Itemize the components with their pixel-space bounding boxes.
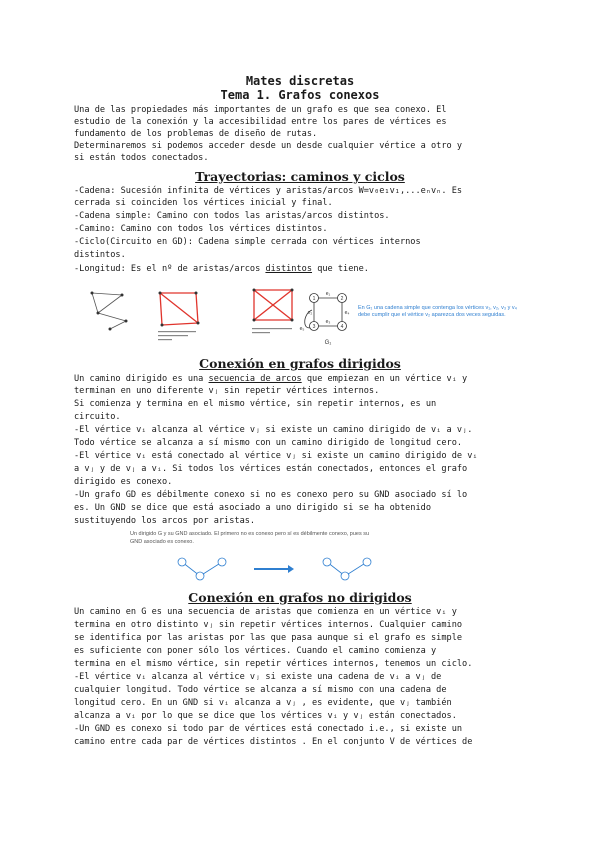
heading-no-dirigidos: Conexión en grafos no dirigidos — [188, 590, 412, 605]
document-title: Mates discretas — [245, 74, 355, 88]
dirigidos-line: terminan en uno diferente vⱼ sin repetir vértices internos. — [74, 386, 380, 396]
heading-trayectorias: Trayectorias: caminos y ciclos — [195, 169, 405, 184]
dirigidos-line — [74, 373, 534, 385]
trayectorias-line: -Cadena: Sucesión infinita de vértices y aristas/arcos W=v₀e₁v₁,...eₙvₙ. Es — [74, 186, 463, 196]
figure-caption: GND asociado es conexo. — [130, 539, 194, 545]
heading-dirigidos: Conexión en grafos dirigidos — [199, 356, 401, 371]
node-label: 3 — [312, 324, 316, 330]
dirigidos-line: es. Un GND se dice que está asociado a uno dirigido si se ha obtenido — [74, 503, 431, 513]
figure-caption: En G₁ una cadena simple que contenga los vértices v₁, v₂, v₃ y v₄ debe cumplir que el vértice v₂ aparezca dos veces seguidas. — [358, 305, 517, 318]
directed-graph-figure — [170, 552, 236, 586]
document-subtitle: Tema 1. Grafos conexos — [220, 88, 380, 102]
trayectorias-line: -Camino: Camino con todos los vértices distintos. — [74, 224, 328, 234]
trayectorias-line: -Cadena simple: Camino con todos las aristas/arcos distintos. — [74, 211, 390, 221]
dirigidos-line: -Un grafo GD es débilmente conexo si no es conexo pero su GND asociado sí lo — [74, 490, 468, 500]
node-label: 1 — [312, 296, 316, 302]
edge-label: e₅ — [299, 326, 305, 332]
dirigidos-text-end: que empiezan en un vértice vᵢ y — [301, 374, 468, 384]
node-label: 2 — [340, 296, 344, 302]
node-label: 4 — [340, 324, 344, 330]
no-dirigidos-line: cualquier longitud. Todo vértice se alcanza a sí mismo con una cadena de — [74, 685, 447, 695]
no-dirigidos-line: camino entre cada par de vértices distintos . En el conjunto V de vértices de — [74, 737, 473, 747]
figure-caption: Un dirigido G y su GND asociado. El primero no es conexo pero sí es débilmente conexo, pues su — [130, 531, 370, 537]
dirigidos-line: a vⱼ y de vⱼ a vᵢ. Si todos los vértices están conectados, entonces el grafo — [74, 464, 468, 474]
dirigidos-line: -El vértice vᵢ alcanza al vértice vⱼ si existe un camino dirigido de vᵢ a vⱼ. — [74, 425, 473, 435]
dirigidos-underlined: secuencia de arcos — [208, 374, 302, 384]
no-dirigidos-line: -El vértice vᵢ alcanza al vértice vⱼ si existe una cadena de vᵢ a vⱼ de — [74, 672, 442, 682]
trayectorias-line: -Ciclo(Circuito en GD): Cadena simple cerrada con vértices internos — [74, 237, 421, 247]
edge-label: e₃ — [325, 319, 331, 325]
no-dirigidos-line: es suficiente con poner sólo los vértices. Cuando el camino comienza y — [74, 646, 437, 656]
dirigidos-line: sustituyendo los arcos por aristas. — [74, 516, 256, 526]
edge-label: e₁ — [325, 291, 331, 297]
intro-line: si están todos conectados. — [74, 153, 209, 163]
intro-line: Determinaremos si podemos acceder desde un desde cualquier vértice a otro y — [74, 141, 463, 151]
no-dirigidos-line: termina en otro distinto vⱼ sin repetir vértices internos. Cualquier camino — [74, 620, 463, 630]
edge-label: e₂ — [307, 310, 313, 316]
dirigidos-line: -El vértice vᵢ está conectado al vértice vⱼ si existe un camino dirigido de vᵢ — [74, 451, 478, 461]
no-dirigidos-line: termina en el mismo vértice, sin repetir vértices internos, tenemos un ciclo. — [74, 659, 473, 669]
graph-figure-3 — [244, 282, 306, 344]
intro-line: fundamento de los problemas de diseño de rutas. — [74, 129, 318, 139]
longitud-text: -Longitud: Es el nº de aristas/arcos — [74, 264, 266, 274]
no-dirigidos-line: -Un GND es conexo si todo par de vértices está conectado i.e., si existe un — [74, 724, 463, 734]
no-dirigidos-line: se identifica por las aristas por las que pasa aunque si el grafo es simple — [74, 633, 463, 643]
no-dirigidos-line: longitud cero. En un GND si vᵢ alcanza a vⱼ , es evidente, que vⱼ también — [74, 698, 452, 708]
longitud-line — [74, 263, 534, 275]
longitud-underlined: distintos — [265, 264, 313, 274]
dirigidos-line: dirigido es conexo. — [74, 477, 173, 487]
graph-figure-1 — [80, 283, 140, 341]
no-dirigidos-line: Un camino en G es una secuencia de aristas que comienza en un vértice vᵢ y — [74, 607, 457, 617]
no-dirigidos-line: alcanza a vᵢ por lo que se dice que los vértices vᵢ y vⱼ están conectados. — [74, 711, 457, 721]
longitud-text-end: que tiene. — [312, 264, 369, 274]
graph-figure-2 — [150, 285, 212, 347]
dirigidos-text: Un camino dirigido es una — [74, 374, 209, 384]
dirigidos-line: circuito. — [74, 412, 121, 422]
trayectorias-line: distintos. — [74, 250, 126, 260]
undirected-graph-figure — [315, 552, 381, 586]
dirigidos-line: Todo vértice se alcanza a sí mismo con un camino dirigido de longitud cero. — [74, 438, 463, 448]
arrow-icon — [252, 564, 296, 574]
intro-line: estudio de la conexión y la accesibilidad entre los pares de vértices es — [74, 117, 447, 127]
trayectorias-line: cerrada si coinciden los vértices inicial y final. — [74, 198, 333, 208]
graph-g1-figure — [298, 284, 356, 350]
graph-label: G₁ — [324, 340, 332, 346]
edge-label: e₄ — [344, 310, 350, 316]
dirigidos-line: Si comienza y termina en el mismo vértice, sin repetir internos, es un — [74, 399, 437, 409]
intro-line: Una de las propiedades más importantes de un grafo es que sea conexo. El — [74, 105, 447, 115]
